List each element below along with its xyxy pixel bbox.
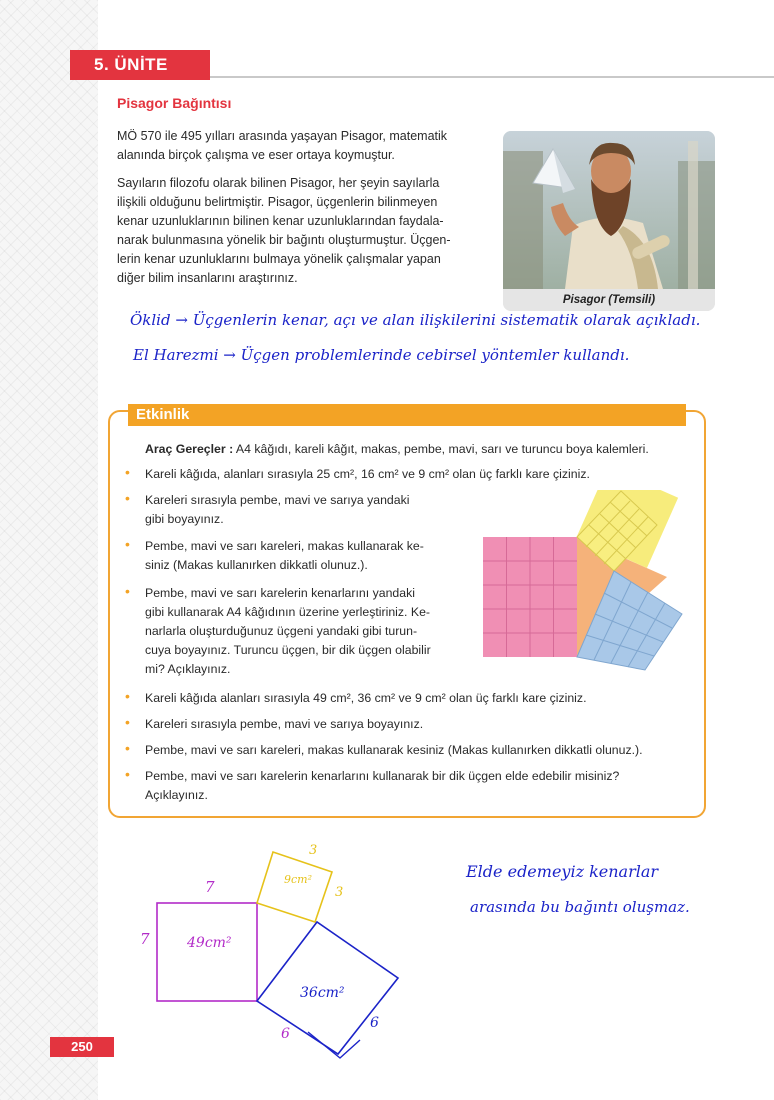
step-line: Pembe, mavi ve sarı karelerin kenarlarını kullanarak bir dik üçgen elde edebilir misiniz? xyxy=(145,769,620,783)
step-line: mi? Açıklayınız. xyxy=(145,662,231,676)
pink-square xyxy=(483,537,577,657)
step-line: Pembe, mavi ve sarı kareleri, makas kullanarak ke- xyxy=(145,539,424,553)
intro-paragraph-2 xyxy=(117,174,487,288)
pythagoras-squares-diagram xyxy=(480,490,690,675)
activity-title: Etkinlik xyxy=(128,404,686,426)
yellow-square-sketch xyxy=(257,852,332,922)
intro-line: kenar uzunluklarının bilinen kenar uzunluklarından faydala- xyxy=(117,214,444,228)
activity-step-1: Kareli kâğıda, alanları sırasıyla 25 cm², 16 cm² ve 9 cm² olan üç farklı kare çiziniz. xyxy=(145,467,590,481)
bullet-dot: • xyxy=(125,766,130,782)
pink-side-top-label: 7 xyxy=(205,878,215,896)
bullet-dot: • xyxy=(125,740,130,756)
bullet-dot: • xyxy=(125,464,130,480)
yellow-area-label: 9cm² xyxy=(284,873,312,886)
blue-side-right-label: 6 xyxy=(370,1015,379,1031)
materials-line xyxy=(145,440,690,459)
margin-pattern xyxy=(0,0,98,1100)
step-line: Kareleri sırasıyla pembe, mavi ve sarıya yandaki xyxy=(145,493,410,507)
intro-line: Sayıların filozofu olarak bilinen Pisagor, her şeyin sayılarla xyxy=(117,176,440,190)
step-line: Pembe, mavi ve sarı karelerin kenarlarını yandaki xyxy=(145,586,415,600)
intro-line: alanında birçok çalışma ve eser ortaya koymuştur. xyxy=(117,148,395,162)
intro-paragraph-1 xyxy=(117,127,487,165)
intro-line: lerin kenar uzunluklarını bulmaya yönelik çalışmalar yapan xyxy=(117,252,441,266)
header-divider xyxy=(210,76,774,78)
activity-step-4 xyxy=(145,584,455,679)
activity-step-5: Kareli kâğıda alanları sırasıyla 49 cm², 36 cm² ve 9 cm² olan üç farklı kare çiziniz. xyxy=(145,691,587,705)
activity-step-2 xyxy=(145,491,455,529)
unit-label: 5. ÜNİTE xyxy=(70,50,210,80)
intro-line: MÖ 570 ile 495 yılları arasında yaşayan Pisagor, matematik xyxy=(117,129,448,143)
handwritten-note-2: El Harezmi → Üçgen problemlerinde cebirsel yöntemler kullandı. xyxy=(133,346,630,364)
intro-line: ilişkili olduğunu belirtmiştir. Pisagor, üçgenlerin bilinmeyen xyxy=(117,195,438,209)
handwritten-answer-line-2: arasında bu bağıntı oluşmaz. xyxy=(470,898,690,916)
materials-label: Araç Gereçler : xyxy=(145,442,234,456)
pink-square-sketch xyxy=(157,903,257,1001)
intro-line: diğer bilim insanlarını araştırınız. xyxy=(117,271,298,285)
bullet-dot: • xyxy=(125,536,130,552)
step-line: siniz (Makas kullanırken dikkatli olunuz.). xyxy=(145,558,368,572)
activity-step-3 xyxy=(145,537,455,575)
handwritten-sketch xyxy=(130,840,400,1070)
intro-line: narak bulunmasına yönelik bir bağıntı oluşturmuştur. Üçgen- xyxy=(117,233,451,247)
activity-step-8 xyxy=(145,767,695,805)
step-line: gibi boyayınız. xyxy=(145,512,224,526)
blue-side-left-label: 6 xyxy=(281,1026,290,1042)
blue-area-label: 36cm² xyxy=(300,985,345,1001)
step-line: gibi kullanarak A4 kâğıdının üzerine yerleştiriniz. Ke- xyxy=(145,605,431,619)
pink-area-label: 49cm² xyxy=(187,935,232,951)
bullet-dot: • xyxy=(125,490,130,506)
materials-text: A4 kâğıdı, kareli kâğıt, makas, pembe, mavi, sarı ve turuncu boya kalemleri. xyxy=(233,442,649,456)
activity-step-6: Kareleri sırasıyla pembe, mavi ve sarıya boyayınız. xyxy=(145,717,424,731)
step-line: narlarla oluşturduğunuz üçgeni yandaki gibi turun- xyxy=(145,624,418,638)
page-number: 250 xyxy=(50,1037,114,1057)
step-line: cuya boyayınız. Turuncu üçgen, bir dik üçgen olabilir xyxy=(145,643,431,657)
bullet-dot: • xyxy=(125,583,130,599)
handwritten-note-1: Öklid → Üçgenlerin kenar, açı ve alan ilişkilerini sistematik olarak açıkladı. xyxy=(130,311,701,329)
step-line: Açıklayınız. xyxy=(145,788,208,802)
yellow-side-top-label: 3 xyxy=(309,843,318,858)
pink-side-left-label: 7 xyxy=(140,930,150,948)
pythagoras-illustration xyxy=(503,131,715,289)
bullet-dot: • xyxy=(125,714,130,730)
photo-caption: Pisagor (Temsili) xyxy=(503,289,715,311)
activity-step-7: Pembe, mavi ve sarı kareleri, makas kullanarak kesiniz (Makas kullanırken dikkatli olunuz.). xyxy=(145,743,643,757)
section-title: Pisagor Bağıntısı xyxy=(117,95,232,111)
pythagoras-portrait xyxy=(503,131,715,311)
bullet-dot: • xyxy=(125,688,130,704)
yellow-side-right-label: 3 xyxy=(335,885,344,900)
handwritten-answer-line-1: Elde edemeyiz kenarlar xyxy=(466,862,659,881)
